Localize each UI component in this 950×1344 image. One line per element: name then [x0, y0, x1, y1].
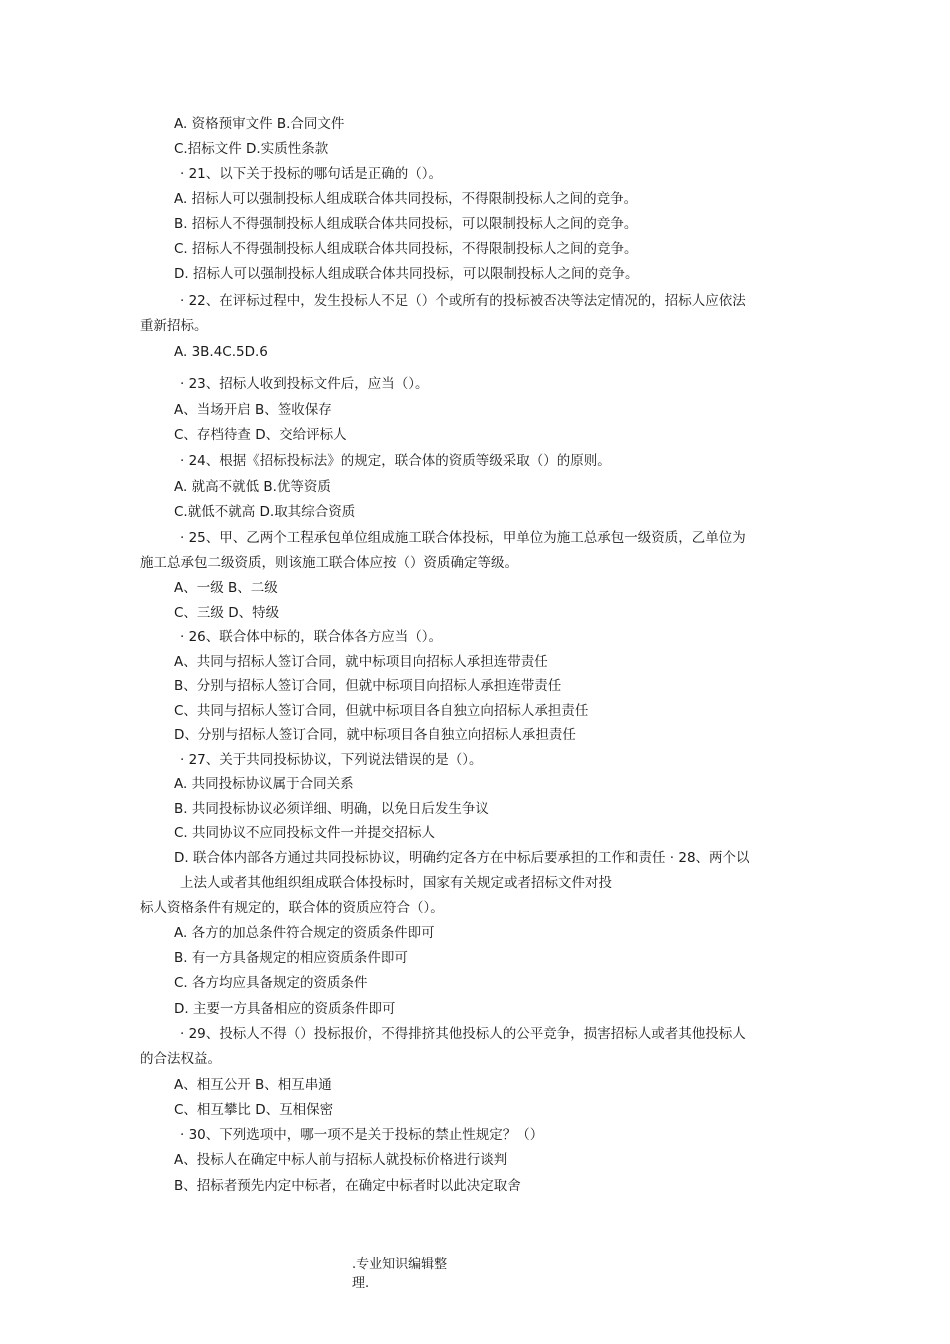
option-line: C.招标文件 D.实质性条款: [174, 141, 329, 157]
option-line: B. 招标人不得强制投标人组成联合体共同投标，可以限制投标人之间的竞争。: [174, 216, 638, 232]
option-line: A、当场开启 B、签收保存: [174, 402, 332, 418]
option-line: C、三级 D、特级: [174, 605, 280, 621]
footer-text: 理.: [352, 1276, 370, 1291]
option-line: C、相互攀比 D、互相保密: [174, 1102, 334, 1118]
question-line: · 29、投标人不得（）投标报价，不得排挤其他投标人的公平竞争，损害招标人或者其他投标人: [180, 1026, 746, 1042]
option-line: A、投标人在确定中标人前与招标人就投标价格进行谈判: [174, 1152, 508, 1168]
question-line: · 24、根据《招标投标法》的规定，联合体的资质等级采取（）的原则。: [180, 453, 611, 469]
option-line: C、共同与招标人签订合同，但就中标项目各自独立向招标人承担责任: [174, 703, 589, 719]
option-line: C.就低不就高 D.取其综合资质: [174, 504, 356, 520]
option-line: A. 资格预审文件 B.合同文件: [174, 116, 345, 132]
option-line: A. 3B.4C.5D.6: [174, 344, 268, 360]
option-line: A、一级 B、二级: [174, 580, 278, 596]
question-line: · 23、招标人收到投标文件后，应当（）。: [180, 376, 429, 392]
option-line: D、分别与招标人签订合同，就中标项目各自独立向招标人承担责任: [174, 727, 576, 743]
question-continuation: 标人资格条件有规定的，联合体的资质应符合（）。: [140, 900, 444, 916]
question-line: · 25、甲、乙两个工程承包单位组成施工联合体投标，甲单位为施工总承包一级资质，乙单位为: [180, 530, 746, 546]
option-line: D. 联合体内部各方通过共同投标协议，明确约定各方在中标后要承担的工作和责任 · 28、两个以: [174, 850, 750, 866]
option-line: A. 各方的加总条件符合规定的资质条件即可: [174, 925, 435, 941]
question-line: · 21、以下关于投标的哪句话是正确的（）。: [180, 166, 443, 182]
option-line: C、存档待查 D、交给评标人: [174, 427, 347, 443]
footer-text: .专业知识编辑整: [352, 1257, 448, 1272]
option-line: C. 招标人不得强制投标人组成联合体共同投标，不得限制投标人之间的竞争。: [174, 241, 638, 257]
option-line: C. 共同协议不应同投标文件一并提交招标人: [174, 825, 436, 841]
question-continuation: 的合法权益。: [140, 1051, 221, 1067]
question-continuation: 施工总承包二级资质，则该施工联合体应按（）资质确定等级。: [140, 555, 518, 571]
option-line: D. 主要一方具备相应的资质条件即可: [174, 1001, 396, 1017]
option-line: D. 招标人可以强制投标人组成联合体共同投标，可以限制投标人之间的竞争。: [174, 266, 639, 282]
option-line: A. 招标人可以强制投标人组成联合体共同投标，不得限制投标人之间的竞争。: [174, 191, 638, 207]
option-line: A. 共同投标协议属于合同关系: [174, 776, 354, 792]
option-line: B. 有一方具备规定的相应资质条件即可: [174, 950, 408, 966]
question-continuation: 上法人或者其他组织组成联合体投标时，国家有关规定或者招标文件对投: [180, 875, 612, 891]
question-line: · 26、联合体中标的，联合体各方应当（）。: [180, 629, 443, 645]
option-line: A、相互公开 B、相互串通: [174, 1077, 332, 1093]
question-continuation: 重新招标。: [140, 318, 208, 334]
question-line: · 30、下列选项中，哪一项不是关于投标的禁止性规定？（）: [180, 1127, 544, 1143]
option-line: C. 各方均应具备规定的资质条件: [174, 975, 368, 991]
question-line: · 27、关于共同投标协议，下列说法错误的是（）。: [180, 752, 483, 768]
option-line: B、招标者预先内定中标者，在确定中标者时以此决定取舍: [174, 1178, 521, 1194]
option-line: B、分别与招标人签订合同，但就中标项目向招标人承担连带责任: [174, 678, 562, 694]
option-line: A. 就高不就低 B.优等资质: [174, 479, 331, 495]
question-line: · 22、在评标过程中，发生投标人不足（）个或所有的投标被否决等法定情况的，招标人应依法: [180, 293, 746, 309]
option-line: B. 共同投标协议必须详细、明确，以免日后发生争议: [174, 801, 489, 817]
option-line: A、共同与招标人签订合同，就中标项目向招标人承担连带责任: [174, 654, 548, 670]
